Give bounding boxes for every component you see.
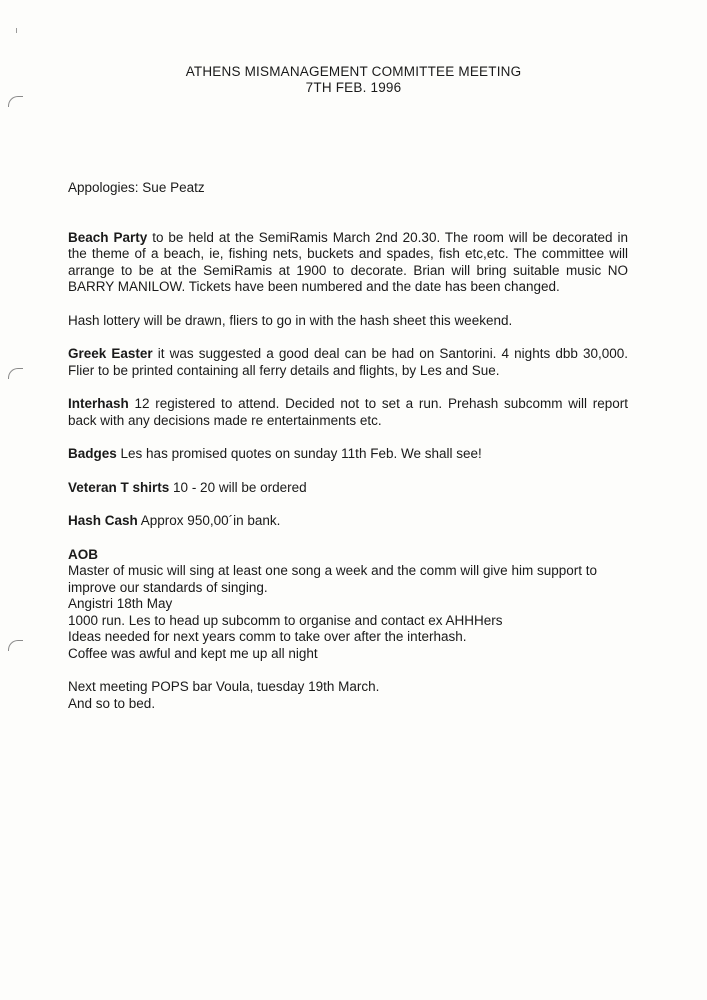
next-meeting: Next meeting POPS bar Voula, tuesday 19th March. (68, 679, 380, 694)
document-title: ATHENS MISMANAGEMENT COMMITTEE MEETING (185, 64, 522, 79)
scan-speck (16, 28, 17, 33)
item-text: 10 - 20 will be ordered (169, 479, 307, 495)
item-heading: Hash Cash (68, 513, 138, 528)
item-heading: Beach Party (68, 229, 148, 245)
scan-mark (8, 368, 23, 379)
greek-easter-item (68, 346, 628, 379)
apologies: Appologies: Sue Peatz (68, 180, 205, 195)
item-text: Approx 950,00´in bank. (137, 513, 281, 528)
item-heading: Interhash (68, 396, 129, 411)
scan-mark (8, 640, 23, 651)
meeting-date: 7TH FEB. 1996 (305, 80, 402, 95)
minutes-body (68, 180, 628, 712)
aob-line: 1000 run. Les to head up subcomm to organise and contact ex AHHHers (68, 612, 503, 628)
aob-line: Coffee was awful and kept me up all night (68, 645, 318, 661)
item-text: it was suggested a good deal can be had on Santorini. 4 nights dbb 30,000. Flier to be printed containing all ferry details and flights, by Les and Sue. (68, 346, 628, 378)
aob-line: Angistri 18th May (68, 596, 173, 611)
item-text: Les has promised quotes on sunday 11th Feb. We shall see! (116, 446, 482, 461)
beach-party-item (68, 230, 628, 296)
aob-section (68, 547, 628, 663)
item-heading: Greek Easter (68, 346, 153, 361)
aob-line: Ideas needed for next years comm to take over after the interhash. (68, 629, 467, 644)
badges-item (68, 446, 628, 463)
item-heading: Badges (68, 446, 117, 461)
item-text: to be held at the SemiRamis March 2nd 20.30. The room will be decorated in the theme of a beach, ie, fishing nets, buckets and spades, fish etc,etc. The committee will arrange to be at the SemiRamis at 1900 to decorate. Brian will bring suitable music NO BARRY MANILOW. Tickets have been numbered and the date has been changed. (68, 229, 628, 294)
item-text: 12 registered to attend. Decided not to set a run. Prehash subcomm will report back with any decisions made re entertainments etc. (68, 396, 628, 428)
lottery-item: Hash lottery will be drawn, fliers to go in with the hash sheet this weekend. (68, 312, 513, 328)
scan-mark (8, 96, 23, 107)
aob-line: Master of music will sing at least one song a week and the comm will give him support to improve our standards of singing. (68, 563, 597, 595)
item-heading: Veteran T shirts (68, 479, 170, 495)
aob-heading: AOB (68, 546, 98, 562)
hash-cash-item (68, 513, 628, 530)
veteran-shirts-item (68, 480, 628, 497)
document-header (0, 64, 707, 96)
interhash-item (68, 396, 628, 429)
sign-off: And so to bed. (68, 695, 156, 711)
